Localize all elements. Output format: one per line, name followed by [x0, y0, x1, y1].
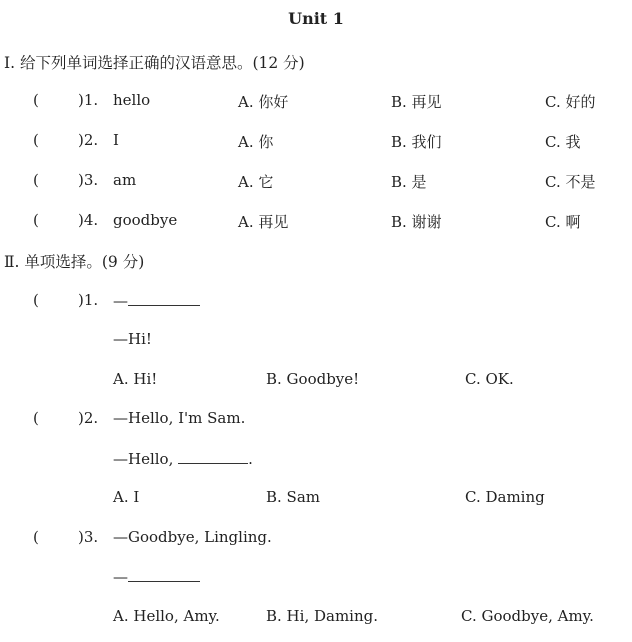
option-a: A. 你	[238, 133, 274, 151]
option-a: A. Hello, Amy.	[113, 607, 220, 625]
option-a: A. 你好	[238, 93, 289, 111]
mc-question-2	[0, 409, 632, 431]
question-number: )1.	[78, 91, 99, 109]
option-c: C. 不是	[545, 173, 596, 191]
dialogue-line-1	[113, 291, 200, 310]
question-number: )2.	[78, 131, 99, 149]
vocab-word: I	[113, 131, 119, 149]
option-b: B. Sam	[266, 488, 321, 506]
dialogue-line-2: —Hi!	[113, 330, 152, 348]
answer-paren[interactable]: (	[33, 91, 39, 109]
question-number: )2.	[78, 409, 99, 427]
option-c: C. Goodbye, Amy.	[461, 607, 594, 625]
section-2-heading: Ⅱ. 单项选择。(9 分)	[4, 253, 145, 271]
vocab-word: am	[113, 171, 137, 189]
option-c: C. 我	[545, 133, 581, 151]
option-c: C. 好的	[545, 93, 596, 111]
dialogue-line-1: —Goodbye, Lingling.	[113, 528, 272, 546]
vocab-word: goodbye	[113, 211, 178, 229]
option-c: C. OK.	[465, 370, 514, 388]
dash: —	[113, 292, 128, 310]
dialogue-line-2	[113, 567, 200, 586]
dash: —	[113, 568, 128, 586]
answer-blank[interactable]	[128, 567, 200, 582]
dialogue-line-2	[113, 449, 253, 468]
answer-paren[interactable]: (	[33, 409, 39, 427]
option-b: B. Hi, Daming.	[266, 607, 378, 625]
option-b: B. 是	[391, 173, 427, 191]
answer-paren[interactable]: (	[33, 171, 39, 189]
vocab-item-2	[0, 131, 632, 153]
answer-paren[interactable]: (	[33, 291, 39, 309]
dialogue-line-1: —Hello, I'm Sam.	[113, 409, 246, 427]
mc-question-1	[0, 291, 632, 313]
question-number: )4.	[78, 211, 99, 229]
option-b: B. Goodbye!	[266, 370, 360, 388]
dialogue-prefix: —Hello,	[113, 450, 174, 468]
answer-paren[interactable]: (	[33, 131, 39, 149]
answer-paren[interactable]: (	[33, 211, 39, 229]
page-title: Unit 1	[288, 9, 344, 28]
option-c: C. Daming	[465, 488, 545, 506]
vocab-word: hello	[113, 91, 151, 109]
option-a: A. 它	[238, 173, 274, 191]
answer-blank[interactable]	[128, 291, 200, 306]
option-b: B. 再见	[391, 93, 442, 111]
option-a: A. Hi!	[113, 370, 158, 388]
vocab-item-4	[0, 211, 632, 233]
answer-paren[interactable]: (	[33, 528, 39, 546]
dialogue-suffix: .	[248, 450, 253, 468]
option-a: A. I	[113, 488, 140, 506]
option-a: A. 再见	[238, 213, 289, 231]
vocab-item-3	[0, 171, 632, 193]
mc-question-3	[0, 528, 632, 550]
option-b: B. 我们	[391, 133, 442, 151]
option-c: C. 啊	[545, 213, 581, 231]
vocab-item-1	[0, 91, 632, 113]
answer-blank[interactable]	[178, 449, 248, 464]
question-number: )3.	[78, 528, 99, 546]
question-number: )3.	[78, 171, 99, 189]
option-b: B. 谢谢	[391, 213, 442, 231]
section-1-heading: Ⅰ. 给下列单词选择正确的汉语意思。(12 分)	[4, 54, 305, 72]
question-number: )1.	[78, 291, 99, 309]
